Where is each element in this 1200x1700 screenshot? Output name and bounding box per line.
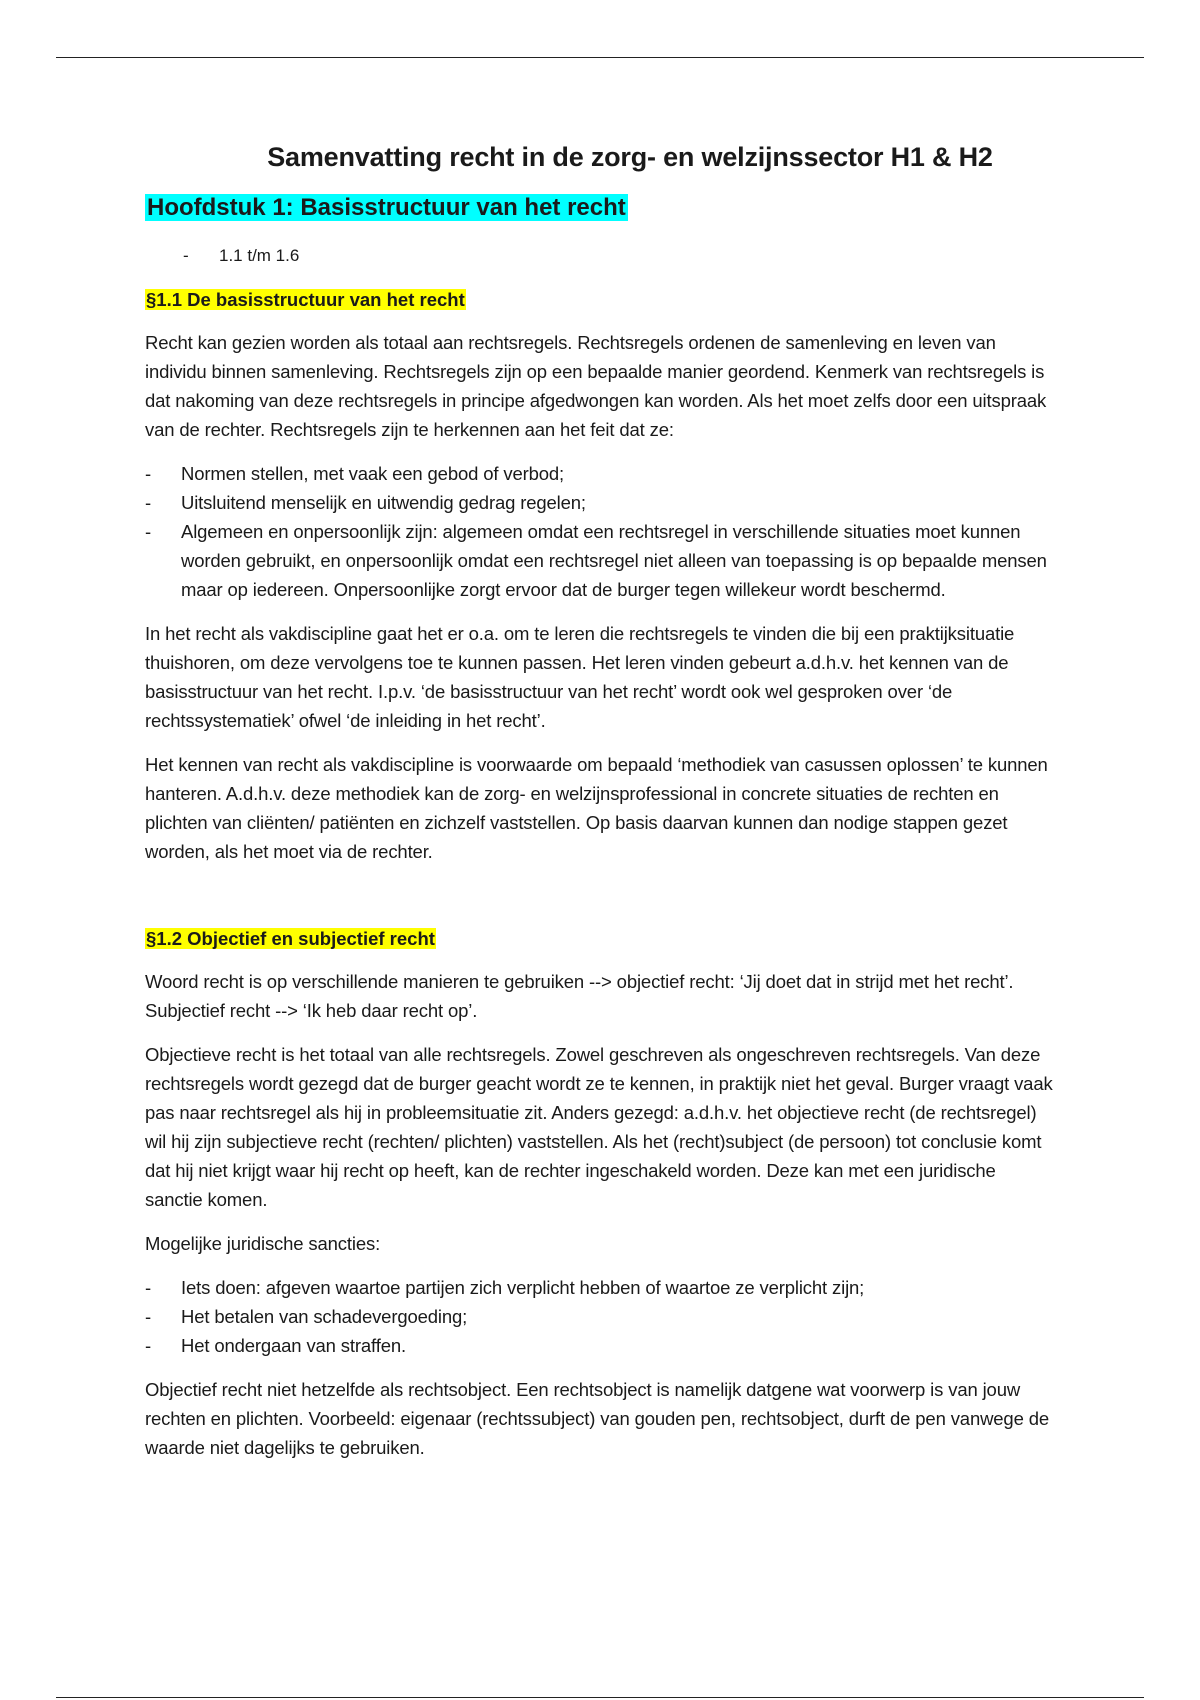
list-item: - Uitsluitend menselijk en uitwendig gedrag regelen; bbox=[145, 488, 1055, 517]
list-item: - Het ondergaan van straffen. bbox=[145, 1331, 1055, 1360]
list-item: - Iets doen: afgeven waartoe partijen zich verplicht hebben of waartoe ze verplicht zijn; bbox=[145, 1273, 1055, 1302]
chapter-1-heading-text: Hoofdstuk 1: Basisstructuur van het recht bbox=[147, 194, 626, 221]
footer-rule bbox=[56, 1697, 1144, 1698]
document-title: Samenvatting recht in de zorg- en welzijnssector H1 & H2 bbox=[267, 142, 993, 172]
chapter-range-list bbox=[145, 242, 1055, 270]
paragraph: Recht kan gezien worden als totaal aan rechtsregels. Rechtsregels ordenen de samenleving en leven van individu binnen samenleving. Rechtsregels zijn op een bepaalde manier geordend. Kenmerk van rechtsregels is dat nakoming van deze rechtsregels in principe afgedwongen kan worden. Als het moet zelfs door een uitspraak van de rechter. Rechtsregels zijn te herkennen aan het feit dat ze: bbox=[145, 332, 1047, 440]
section-spacer bbox=[145, 881, 1055, 925]
paragraph: In het recht als vakdiscipline gaat het er o.a. om te leren die rechtsregels te vinden die bij een praktijksituatie thuishoren, om deze vervolgens toe te kunnen passen. Het leren vinden gebeurt a.d.h.v. het kennen van de basisstructuur van het recht. I.p.v. ‘de basisstructuur van het recht’ wordt ook wel gesproken over ‘de rechtssystematiek’ ofwel ‘de inleiding in het recht’. bbox=[145, 623, 1015, 731]
header-rule bbox=[56, 57, 1144, 58]
paragraph: Woord recht is op verschillende manieren te gebruiken --> objectief recht: ‘Jij doet dat in strijd met het recht’. Subjectief recht --> ‘Ik heb daar recht op’. bbox=[145, 971, 1014, 1021]
paragraph: Objectief recht niet hetzelfde als rechtsobject. Een rechtsobject is namelijk datgene wat voorwerp is van jouw rechten en plichten. Voorbeeld: eigenaar (rechtssubject) van gouden pen, rechtsobject, durft de pen vanwege de waarde niet dagelijks te gebruiken. bbox=[145, 1379, 1049, 1458]
chapter-1-heading bbox=[145, 192, 1055, 224]
section-1-2-heading bbox=[145, 925, 1055, 953]
sanctions-list bbox=[145, 1273, 1055, 1360]
paragraph: Objectieve recht is het totaal van alle rechtsregels. Zowel geschreven als ongeschreven rechtsregels. Van deze rechtsregels wordt gezegd dat de burger geacht wordt ze te kennen, in praktijk niet het geval. Burger vraagt vaak pas naar rechtsregel als hij in probleemsituatie zit. Anders gezegd: a.d.h.v. het objectieve recht (de rechtsregel) wil hij zijn subjectieve recht (rechten/ plichten) vaststellen. Als het (recht)subject (de persoon) tot conclusie komt dat hij niet krijgt waar hij recht op heeft, kan de rechter ingeschakeld worden. Deze kan met een juridische sanctie komen. bbox=[145, 1044, 1053, 1210]
list-item: - 1.1 t/m 1.6 bbox=[183, 242, 1055, 270]
list-item: - Algemeen en onpersoonlijk zijn: algemeen omdat een rechtsregel in verschillende situaties moet kunnen worden gebruikt, en onpersoonlijk omdat een rechtsregel niet alleen van toepassing is op bepaalde mensen maar op iedereen. Onpersoonlijke zorgt ervoor dat de burger tegen willekeur wordt beschermd. bbox=[145, 517, 1055, 604]
paragraph: Mogelijke juridische sancties: bbox=[145, 1233, 381, 1254]
list-item: - Het betalen van schadevergoeding; bbox=[145, 1302, 1055, 1331]
document-body bbox=[145, 140, 1055, 1477]
list-item: - Normen stellen, met vaak een gebod of verbod; bbox=[145, 459, 1055, 488]
paragraph: Het kennen van recht als vakdiscipline is voorwaarde om bepaald ‘methodiek van casussen oplossen’ te kunnen hanteren. A.d.h.v. deze methodiek kan de zorg- en welzijnsprofessional in concrete situaties de rechten en plichten van cliënten/ patiënten en zichzelf vaststellen. Op basis daarvan kunnen dan nodige stappen gezet worden, als het moet via de rechter. bbox=[145, 754, 1048, 862]
section-1-1-heading bbox=[145, 286, 1055, 314]
section-1-2-heading-text: §1.2 Objectief en subjectief recht bbox=[146, 928, 435, 949]
rechtsregels-characteristics-list bbox=[145, 459, 1055, 604]
section-1-1-heading-text: §1.1 De basisstructuur van het recht bbox=[146, 289, 465, 310]
